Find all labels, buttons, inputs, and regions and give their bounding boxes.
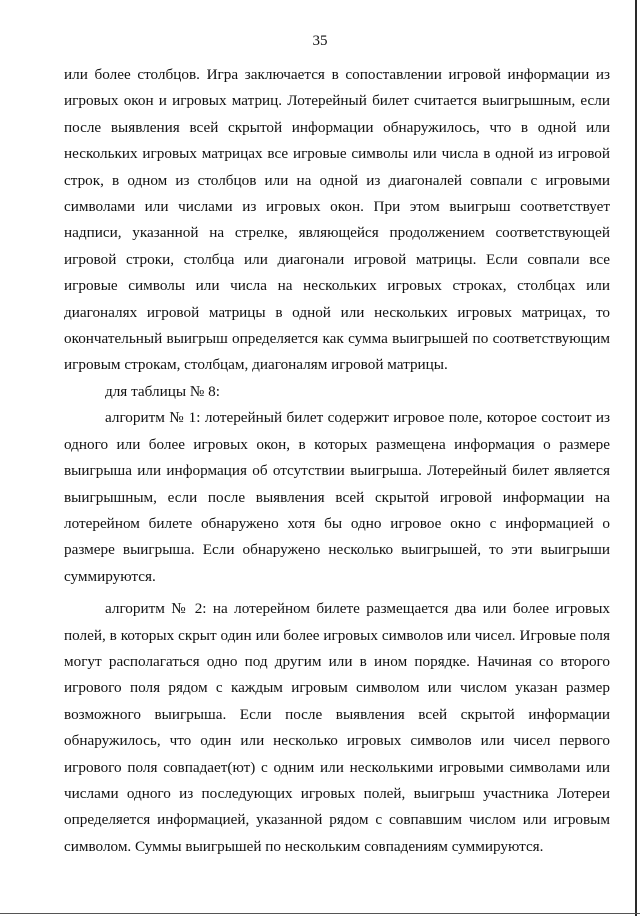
page-bottom-edge — [0, 913, 640, 914]
paragraph-continuation: или более столбцов. Игра заключается в сопоставлении игровой информации из игровых окон и игровых матриц. Лотерейный билет считается выигрышным, если после выявления всей скрытой информации обнаружилось, что в одной или нескольких игровых матрицах все игровые символы или числа в одной из игровой строк, в одном из столбцов или на одной из диагоналей совпали с игровыми символами или числами из игровых окон. При этом выигрыш соответствует надписи, указанной на стрелке, являющейся продолжением соответствующей игровой строки, столбца или диагонали игровой матрицы. Если совпали все игровые символы или числа на нескольких игровых строках, столбцах или диагоналях игровой матрицы в одной или нескольких игровых матрицах, то окончательный выигрыш определяется как сумма выигрышей по соответствующим игровым строкам, столбцам, диагоналям игровой матрицы. — [64, 66, 610, 374]
table-8-heading: для таблицы № 8: — [105, 382, 220, 400]
algorithm-1-paragraph: алгоритм № 1: лотерейный билет содержит игровое поле, которое состоит из одного или более игровых окон, в которых размещена информация о размере выигрыша или информация об отсутствии выигрыша. Лотерейный билет является выигрышным, если после выявления всей скрытой игровой информации на лотерейном билете обнаружено хотя бы одно игровое окно с информацией о размере выигрыша. Если обнаружено несколько выигрышей, то эти выигрыши суммируются. — [64, 409, 610, 585]
page-edge-shadow — [635, 0, 637, 916]
document-body — [64, 62, 610, 860]
page-number: 35 — [312, 33, 328, 49]
algorithm-2-paragraph: алгоритм № 2: на лотерейном билете размещается два или более игровых полей, в которых скрыт один или более игровых символов или чисел. Игровые поля могут располагаться одно под другим или в ином порядке. Начиная со второго игрового поля рядом с каждым игровым символом или числом указан размер возможного выигрыша. Если после выявления всей скрытой информации обнаружилось, что один или несколько игровых символов или чисел первого игрового поля совпадает(ют) с одним или несколькими игровыми символами или числами одного из последующих игровых полей, выигрыш участника Лотереи определяется информацией, указанной рядом с совпавшим числом или игровым символом. Суммы выигрышей по нескольким совпадениям суммируются. — [64, 600, 610, 855]
